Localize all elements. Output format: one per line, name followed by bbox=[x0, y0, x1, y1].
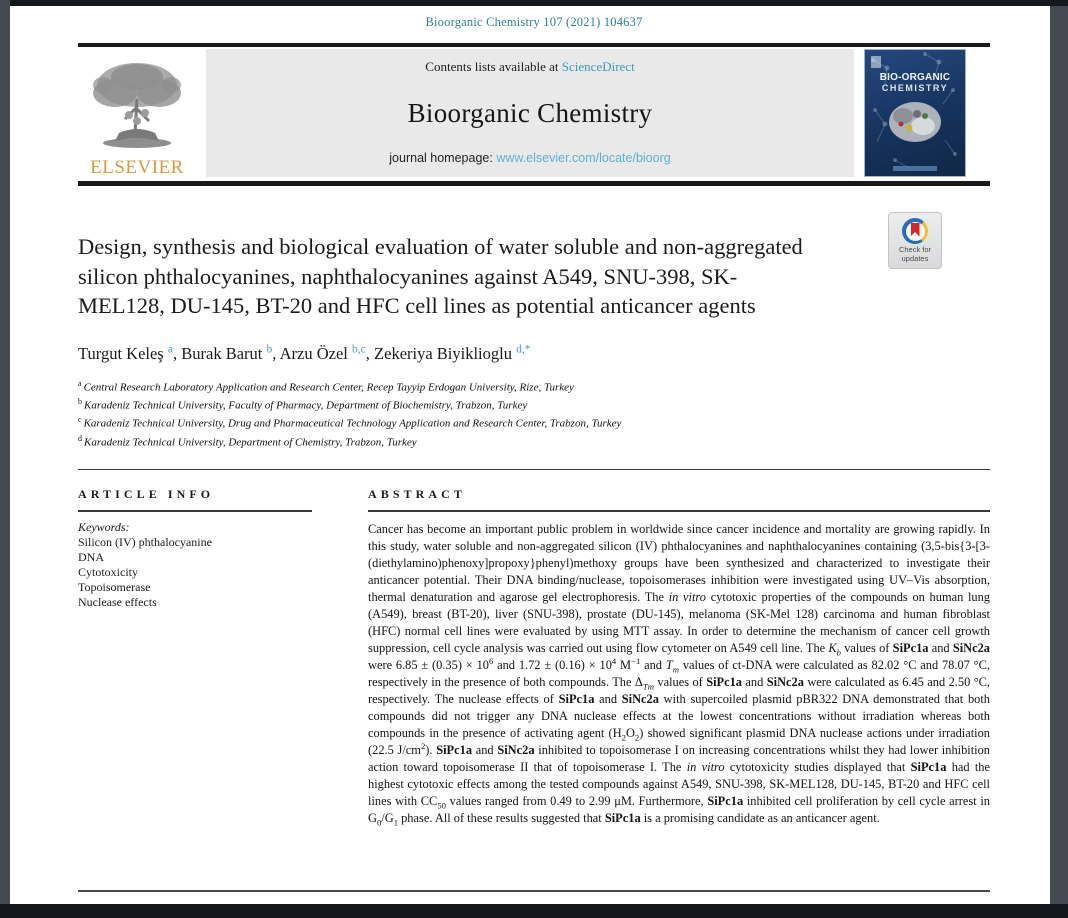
abstract-column bbox=[368, 487, 990, 827]
abstract-rule bbox=[368, 510, 990, 512]
keyword-item: Cytotoxicity bbox=[78, 565, 138, 580]
keywords-label: Keywords: bbox=[78, 520, 130, 535]
viewer-bottom-edge bbox=[0, 904, 1068, 918]
contents-lists-line bbox=[425, 59, 634, 75]
cover-molecule-graphic bbox=[865, 50, 965, 177]
check-for-updates-label: Check for updates bbox=[898, 245, 932, 263]
section-top-rule bbox=[78, 469, 990, 470]
keywords-list bbox=[78, 535, 312, 610]
abstract-heading: ABSTRACT bbox=[368, 487, 466, 502]
elsevier-tree-icon bbox=[89, 55, 185, 155]
journal-masthead bbox=[206, 49, 854, 177]
article-info-heading: ARTICLE INFO bbox=[78, 487, 215, 502]
article-info-rule bbox=[78, 510, 312, 512]
affiliation-line: $^b$ Karadeniz Technical University, Faculty of Pharmacy, Department of Biochemistry, Trabzon, Turkey bbox=[78, 396, 528, 412]
page-bottom-rule bbox=[78, 890, 990, 892]
author-list: Turgut Keleş $^a$, Burak Barut $^b$, Arzu Özel $^{b,c}$, Zekeriya Biyiklioglu $^{d,*}$ bbox=[78, 343, 531, 363]
journal-citation: Bioorganic Chemistry 107 (2021) 104637 bbox=[425, 15, 643, 29]
header-bottom-rule bbox=[78, 181, 990, 186]
homepage-prefix-text: journal homepage: bbox=[389, 151, 497, 165]
affiliation-line: $^d$ Karadeniz Technical University, Department of Chemistry, Trabzon, Turkey bbox=[78, 433, 417, 449]
header-top-rule bbox=[78, 43, 990, 47]
cover-title-line1: BIO-ORGANIC bbox=[879, 72, 951, 83]
keyword-item: Nuclease effects bbox=[78, 595, 157, 610]
keyword-item: DNA bbox=[78, 550, 104, 565]
cover-title-line2: CHEMISTRY bbox=[881, 83, 949, 93]
elsevier-wordmark: ELSEVIER bbox=[90, 157, 184, 178]
info-abstract-columns bbox=[78, 487, 990, 827]
journal-homepage-link[interactable]: www.elsevier.com/locate/bioorg bbox=[496, 151, 671, 165]
journal-homepage-line bbox=[389, 151, 670, 165]
journal-cover-image bbox=[864, 49, 966, 177]
bookmark-icon bbox=[911, 223, 920, 237]
article-info-column bbox=[78, 487, 312, 827]
journal-title: Bioorganic Chemistry bbox=[407, 97, 653, 128]
paper-page bbox=[10, 6, 1050, 904]
crossmark-icon bbox=[902, 218, 928, 244]
article-title: Design, synthesis and biological evaluation of water soluble and non-aggregated silicon phthalocyanines, naphthalocyanines against A549, SNU-398, SK-MEL128, DU-145, BT-20 and HFC cell lines as potential anticancer agents bbox=[78, 234, 803, 318]
keyword-item: Topoisomerase bbox=[78, 580, 151, 595]
contents-lists-text: Contents lists available at bbox=[425, 59, 562, 74]
journal-header bbox=[78, 49, 990, 177]
abstract-text: Cancer has become an important public problem in worldwide since cancer incidence and mortality are growing rapidly. In this study, water soluble and non-aggregated silicon (IV) phthalocyanines and naphthalocyanines containing (3,5-bis{3-[3-(diethylamino)phenoxy]propoxy}phenyl)methoxy groups have been synthesized and characterized to investigate their anticancer potential. Their DNA binding/nuclease, topoisomerases inhibition were investigated using UV–Vis absorption, thermal denaturation and agarose gel electrophoresis. The in vitro cytotoxic properties of the compounds on human lung (A549), breast (BT-20), liver (SNU-398), prostate (DU-145), melanoma (SK-Mel 128) carcinoma and human fibroblast (HFC) normal cell lines were evaluated by using MTT assay. In order to determine the mechanism of cancer cell growth suppression, cell cycle analysis was carried out using flow cytometer on A549 cell line. The $K_b$ values of SiPc1a and SiNc2a were $6.85 \pm (0.35) \times 10^6$ and $1.72 \pm (0.16) \times 10^4$ $M^{-1}$ and $T_m$ values of ct-DNA were calculated as 82.02 °C and 78.07 °C, respectively in the presence of both compounds. The $\Delta_{Tm}$ values of SiPc1a and SiNc2a were calculated as 6.45 and 2.50 °C, respectively. The nuclease effects of SiPc1a and SiNc2a with supercoiled plasmid pBR322 DNA demonstrated that both compounds did not trigger any DNA nuclease effects at the lowest concentrations without irradiation whereas both compounds in the presence of activating agent $(H_2O_2)$ showed significant plasmid DNA nuclease actions under irradiation (22.5 $J/cm^2$). SiPc1a and SiNc2a inhibited to topoisomerase I on increasing concentrations whilst they had lower inhibition action toward topoisomerase II that of topoisomerase I. The in vitro cytotoxicity studies displayed that SiPc1a had the highest cytotoxic effects among the tested compounds against A549, SNU-398, SK-MEL128, DU-145, BT-20 and HFC cell lines with $CC_{50}$ values ranged from 0.49 to 2.99 μM. Furthermore, SiPc1a inhibited cell proliferation by cell cycle arrest in $G_0/G_1$ phase. All of these results suggested that SiPc1a is a promising candidate as an anticancer agent. bbox=[368, 522, 991, 828]
elsevier-logo bbox=[78, 49, 196, 177]
affiliation-line: $^a$ Central Research Laboratory Application and Research Center, Recep Tayyip Erdogan University, Rize, Turkey bbox=[78, 378, 574, 394]
check-for-updates-badge[interactable] bbox=[888, 212, 942, 269]
keyword-item: Silicon (IV) phthalocyanine bbox=[78, 535, 212, 550]
affiliations bbox=[78, 377, 990, 451]
sciencedirect-link[interactable]: ScienceDirect bbox=[561, 59, 635, 74]
affiliation-line: $^c$ Karadeniz Technical University, Drug and Pharmaceutical Technology Application and Research Center, Trabzon, Turkey bbox=[78, 415, 622, 431]
